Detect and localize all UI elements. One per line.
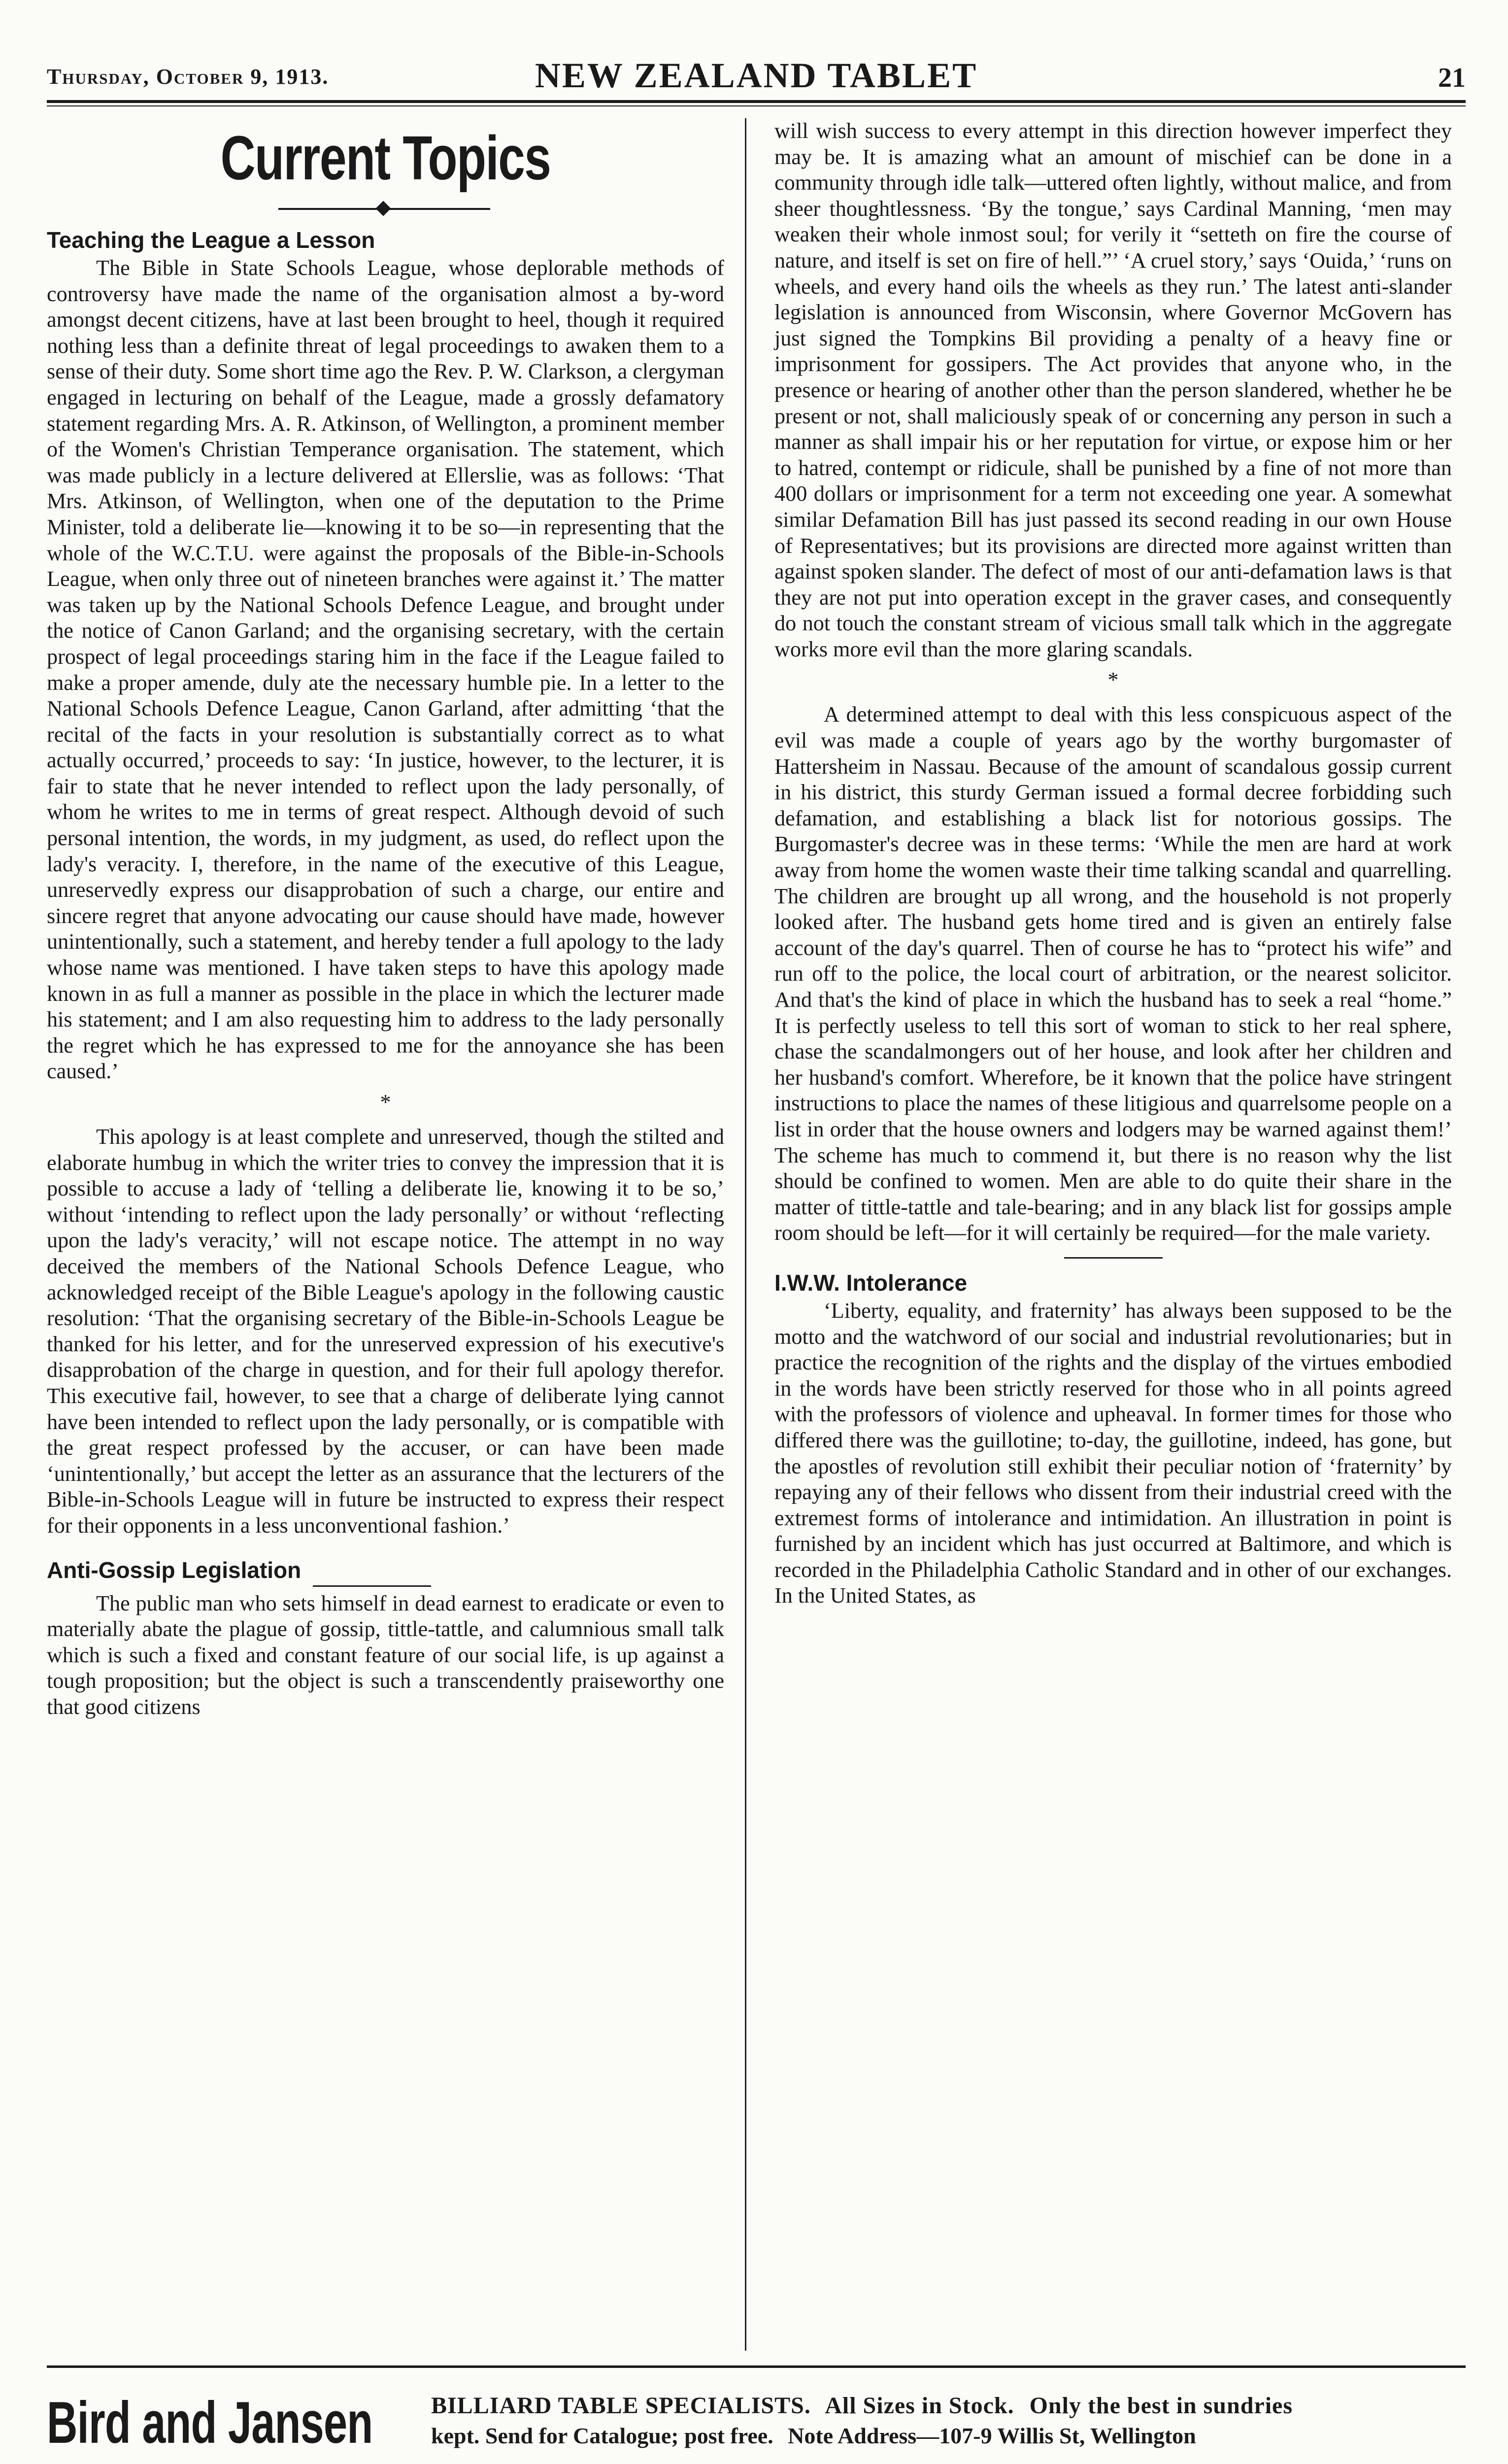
star-separator: * (1107, 668, 1119, 692)
title-ornament (47, 199, 724, 219)
article-paragraph: The Bible in State Schools League, whose deplorable methods of controversy have made the name of the organisation almost a by-word amongst decent citizens, have at last been brought to heel, though it required nothing less than a definite threat of legal proceedings to awaken them to a sense of their duty. Some short time ago the Rev. P. W. Clarkson, a clergyman engaged in lecturing on behalf of the League, made a grossly defamatory statement regarding Mrs. A. R. Atkinson, of Wellington, a prominent member of the Women's Christian Temperance organisation. The statement, which was made publicly in a lecture delivered at Ellerslie, was as follows: ‘That Mrs. Atkinson, of Wellington, when one of the deputation to the Prime Minister, told a deliberate lie—knowing it to be so—in representing that the whole of the W.C.T.U. were against the proposals of the Bible-in-Schools League, when only three out of nineteen branches were against it.’ The matter was taken up by the National Schools Defence League, and brought under the notice of Canon Garland; and the organising secretary, with the certain prospect of legal proceedings staring him in the face if the League failed to make a proper amende, duly ate the necessary humble pie. In a letter to the National Schools Defence League, Canon Garland, after admitting ‘that the recital of the facts in your resolution is substantially correct as to what actually occurred,’ proceeds to say: ‘In justice, however, to the lecturer, it is fair to state that he never intended to reflect upon the lady personally, of whom he writes to me in terms of great respect. Although devoid of such personal intention, the words, in my judgment, as used, do reflect upon the lady's veracity. I, therefore, in the name of the executive of this League, unreservedly express our disapprobation of such a charge, our entire and sincere regret that anyone advocating our cause should have made, however unintentionally, such a statement, and hereby tender a full apology to the lady whose name was mentioned. I have taken steps to have this apology made known in as full a manner as possible in the place in which the lecturer made his statement; and I am also requesting him to address to the lady personally the regret which he has expressed to me for the annoyance she has been caused.’ (47, 256, 724, 1084)
advertiser-name: Bird and Jansen (47, 2390, 373, 2456)
article-paragraph: The public man who sets himself in dead earnest to eradicate or even to materially abate the plague of gossip, tittle-tattle, and calumnious small talk which is such a fixed and constant feature of our social life, is up against a tough proposition; but the object is such a transcendently praiseworthy one that good citizens (47, 1591, 724, 1719)
advertisement (47, 2380, 1466, 2464)
left-column (47, 118, 724, 2351)
section-heading-anti-gossip: Anti-Gossip Legislation (47, 1557, 302, 1583)
article-paragraph: ‘Liberty, equality, and fraternity’ has always been supposed to be the motto and the watchword of our social and industrial revolutionaries; but in practice the recognition of the rights and the display of the virtues embodied in the words have been strictly reserved for those who in all points agreed with the professors of violence and upheaval. In former times for those who differed there was the guillotine; to-day, the guillotine, indeed, has gone, but the apostles of revolution still exhibit their peculiar notion of ‘fraternity’ by repaying any of their fellows who dissent from their industrial creed with the extremest forms of intolerance and intimidation. An illustration in point is furnished by an incident which has just occurred at Baltimore, and which is recorded in the Philadelphia Catholic Standard and in other of our exchanges. In the United States, as (774, 1298, 1452, 1608)
main-title: Current Topics (220, 123, 551, 193)
page-number: 21 (1438, 63, 1466, 93)
ad-line-2 (431, 2423, 1205, 2449)
ad-stock: All Sizes in Stock. (825, 2393, 1014, 2419)
column-divider (745, 118, 746, 2351)
ad-catalogue: kept. Send for Catalogue; post free. (431, 2423, 773, 2448)
page-header (47, 55, 1466, 95)
header-rule (47, 100, 1466, 103)
ad-address: Note Address—107-9 Willis St, Wellington (788, 2423, 1196, 2448)
article-paragraph: A determined attempt to deal with this less conspicuous aspect of the evil was made a couple of years ago by the worthy burgomaster of Hattersheim in Nassau. Because of the amount of scandalous gossip current in his district, this sturdy German issued a formal decree forbidding such defamation, and establishing a black list for notorious gossips. The Burgomaster's decree was in these terms: ‘While the men are hard at work away from home the women waste their time talking scandal and quarrelling. The children are brought up all wrong, and the household is not properly looked after. The husband gets home tired and is given an entirely false account of the day's quarrel. Then of course he has to “protect his wife” and run off to the police, the local court of arbitration, or the nearest solicitor. And that's the kind of place in which the husband has to seek a real “home.” It is perfectly useless to tell this sort of woman to stick to her real sphere, chase the scandalmongers out of her house, and look after her children and her husband's comfort. Wherefore, be it known that the police have stringent instructions to place the names of these litigious and quarrelsome people on a list in order that the house owners and lodgers may be warned against them!’ The scheme has much to commend it, but there is no reason why the list should be confined to women. Men are able to do quite their share in the matter of tittle-tattle and tale-bearing; and in any black list for gossips ample room should be left—for it will certainly be required—for the male variety. (774, 702, 1452, 1245)
article-paragraph: will wish success to every attempt in this direction however imperfect they may be. It is amazing what an amount of mischief can be done in a community through idle talk—uttered often lightly, without malice, and from sheer thoughtlessness. ‘By the tongue,’ says Cardinal Manning, ‘men may weaken their whole inmost soul; for verily it “setteth on fire the course of nature, and itself is set on fire of hell.”’ ‘A cruel story,’ says ‘Ouida,’ ‘runs on wheels, and every hand oils the wheels as they run.’ The latest anti-slander legislation is announced from Wisconsin, where Governor McGovern has just signed the Tompkins Bil providing a penalty of a heavy fine or imprisonment for gossipers. The Act provides that anyone who, in the presence or hearing of another other than the person slandered, whether he be present or not, shall maliciously speak of or concerning any person in such a manner as shall impair his or her reputation for virtue, or expose him or her to hatred, contempt or ridicule, shall be punished by a fine of not more than 400 dollars or imprisonment for a term not exceeding one year. A somewhat similar Defamation Bill has just passed its second reading in our own House of Representatives; but its provisions are directed more against written than against spoken slander. The defect of most of our anti-defamation laws is that they are not put into operation except in the graver cases, and consequently do not touch the constant stream of vicious small talk which in the aggregate works more evil than the more glaring scandals. (774, 119, 1452, 661)
right-column (774, 118, 1452, 2351)
article-paragraph: This apology is at least complete and unreserved, though the stilted and elaborate humbug in which the writer tries to convey the impression that it is possible to accuse a lady of ‘telling a deliberate lie, knowing it to be so,’ without ‘intending to reflect upon the lady personally’ or without ‘reflecting upon the lady's veracity,’ will not escape notice. The attempt in no way deceived the members of the National Schools Defence League, who acknowledged receipt of the Bible League's apology in the following caustic resolution: ‘That the organising secretary of the Bible-in-Schools League be thanked for his letter, and for the unreserved expression of his executive's disapprobation of the charge in question, and for their full apology therefor. This executive fail, however, to see that a charge of deliberate lying cannot have been intended to reflect upon the lady personally, or is compatible with the great respect professed by the accuser, or can have been made ‘unintentionally,’ but accept the letter as an assurance that the lecturers of the Bible-in-Schools League will in future be instructed to express their respect for their opponents in a less unconventional fashion.’ (47, 1125, 724, 1538)
ad-specialists: BILLIARD TABLE SPECIALISTS. (431, 2393, 811, 2419)
issue-date: Thursday, October 9, 1913. (47, 65, 329, 89)
diamond-icon (375, 201, 391, 216)
header-rule-thin (47, 105, 1466, 106)
star-separator: * (380, 1090, 391, 1114)
masthead: NEW ZEALAND TABLET (535, 56, 978, 95)
section-heading-iww: I.W.W. Intolerance (774, 1269, 968, 1296)
section-rule (1064, 1257, 1163, 1259)
heading-rule (313, 1585, 431, 1587)
ad-sundries: Only the best in sundries (1029, 2393, 1293, 2419)
section-heading-teaching-league: Teaching the League a Lesson (47, 227, 375, 253)
footer-rule-top (47, 2365, 1466, 2368)
ad-line-1 (431, 2392, 1302, 2419)
